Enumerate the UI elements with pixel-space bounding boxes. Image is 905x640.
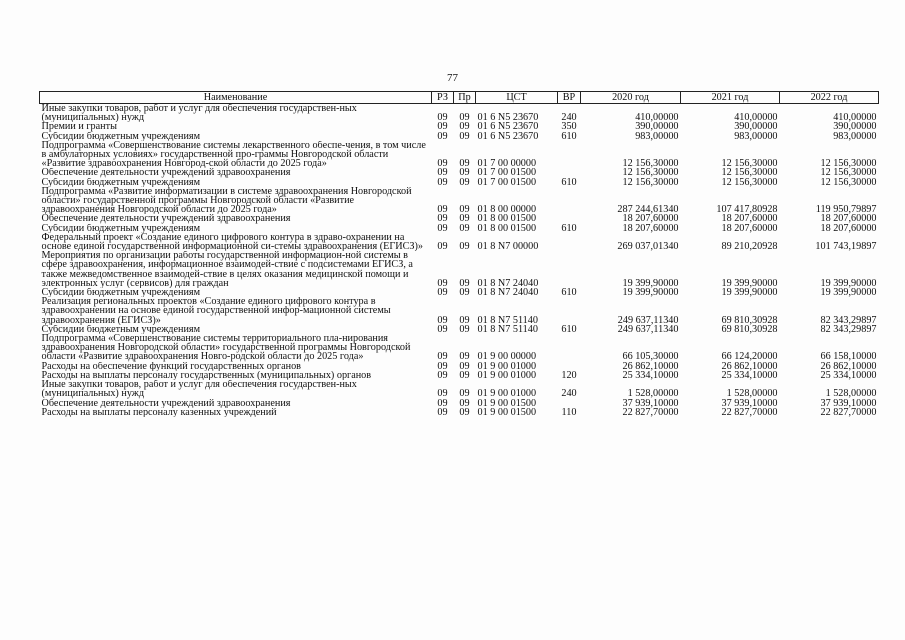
row-name: Федеральный проект «Создание единого цифрового контура в здраво-охранении на основе единой государственной информационной си-стемы здравоохранения (ЕГИСЗ)»	[41, 232, 423, 252]
row-pr: 09	[459, 204, 470, 215]
row-2020: 12 156,30000	[622, 158, 679, 169]
row-pr: 09	[459, 112, 470, 123]
row-pr: 09	[459, 223, 470, 233]
table-row	[40, 325, 879, 334]
row-2022: 12 156,30000	[820, 177, 877, 187]
row-cst: 01 9 00 01500	[477, 407, 537, 417]
row-2022: 390,00000	[833, 122, 877, 132]
row-2021: 390,00000	[734, 122, 778, 132]
row-2022: 37 939,10000	[820, 398, 877, 408]
row-rz: 09	[437, 314, 448, 325]
row-name: Обеспечение деятельности учреждений здравоохранения	[41, 168, 291, 178]
row-cst: 01 8 N7 24040	[477, 288, 539, 298]
row-pr: 09	[459, 314, 470, 325]
row-cst: 01 9 00 00000	[477, 351, 537, 362]
row-2020: 18 207,60000	[622, 223, 679, 233]
row-name: Субсидии бюджетным учреждениям	[41, 131, 201, 141]
row-pr: 09	[459, 214, 470, 224]
row-2020: 287 244,61340	[617, 204, 679, 215]
row-2022: 82 343,29897	[820, 324, 877, 335]
row-pr: 09	[459, 370, 470, 381]
row-cst: 01 8 00 01500	[477, 223, 537, 233]
header-name: Наименование	[40, 92, 432, 104]
row-name: Иные закупки товаров, работ и услуг для обеспечения государствен-ных (муниципальных) нужд	[41, 380, 357, 399]
row-2022: 101 743,19897	[815, 241, 877, 252]
table-row	[40, 362, 879, 371]
row-2021: 18 207,60000	[721, 223, 778, 233]
row-name: Обеспечение деятельности учреждений здравоохранения	[41, 398, 291, 408]
row-2020: 12 156,30000	[622, 177, 679, 187]
row-rz: 09	[437, 241, 448, 252]
table-row	[40, 297, 879, 325]
row-pr: 09	[459, 324, 470, 335]
table-header-row	[40, 92, 879, 104]
row-cst: 01 9 00 01000	[477, 388, 537, 399]
table-row	[40, 334, 879, 362]
header-rz: РЗ	[432, 92, 454, 104]
row-vr: 610	[561, 177, 577, 187]
row-2022: 18 207,60000	[820, 214, 877, 224]
row-cst: 01 9 00 01500	[477, 398, 537, 408]
row-2021: 26 862,10000	[721, 361, 778, 371]
row-pr: 09	[459, 122, 470, 132]
row-2022: 1 528,00000	[825, 388, 877, 399]
table-row	[40, 104, 879, 123]
header-2022: 2022 год	[780, 92, 879, 104]
row-vr: 240	[561, 388, 577, 399]
row-2020: 26 862,10000	[622, 361, 679, 371]
table-row	[40, 168, 879, 177]
row-vr	[558, 187, 581, 215]
row-name: Субсидии бюджетным учреждениям	[41, 324, 201, 335]
row-vr	[558, 168, 581, 177]
row-vr	[558, 399, 581, 408]
row-2022: 19 399,90000	[820, 277, 877, 289]
row-rz: 09	[437, 370, 448, 381]
row-vr: 120	[561, 370, 577, 381]
row-2020: 18 207,60000	[622, 214, 679, 224]
row-2022: 82 343,29897	[820, 314, 877, 325]
row-2021: 37 939,10000	[721, 398, 778, 408]
row-2022: 119 950,79897	[815, 204, 877, 215]
row-2022: 12 156,30000	[820, 158, 877, 169]
row-cst: 01 9 00 01000	[477, 361, 537, 371]
row-2021: 18 207,60000	[721, 214, 778, 224]
row-2022: 26 862,10000	[820, 361, 877, 371]
row-2021: 12 156,30000	[721, 158, 778, 169]
row-2020: 22 827,70000	[622, 407, 679, 417]
row-2020: 249 637,11340	[617, 324, 679, 335]
row-2021: 66 124,20000	[721, 351, 778, 362]
row-pr: 09	[459, 351, 470, 362]
header-2021: 2021 год	[681, 92, 780, 104]
row-2020: 66 105,30000	[622, 351, 679, 362]
row-pr: 09	[459, 407, 470, 417]
row-pr: 09	[459, 288, 470, 298]
row-cst: 01 6 N5 23670	[477, 131, 539, 141]
row-rz: 09	[437, 361, 448, 371]
row-rz: 09	[437, 388, 448, 399]
row-2020: 19 399,90000	[622, 277, 679, 289]
row-pr: 09	[459, 241, 470, 252]
row-rz: 09	[437, 177, 448, 187]
row-rz: 09	[437, 204, 448, 215]
row-name: Расходы на обеспечение функций государственных органов	[41, 361, 301, 371]
row-vr	[558, 233, 581, 251]
row-2021: 12 156,30000	[721, 168, 778, 178]
row-2021: 69 810,30928	[721, 314, 778, 325]
row-2021: 22 827,70000	[721, 407, 778, 417]
row-vr	[558, 251, 581, 288]
row-2021: 410,00000	[734, 112, 778, 123]
row-rz: 09	[437, 407, 448, 417]
table-row	[40, 224, 879, 233]
row-vr: 240	[561, 112, 577, 123]
row-pr: 09	[459, 361, 470, 371]
row-2020: 25 334,10000	[622, 370, 679, 381]
row-2022: 12 156,30000	[820, 168, 877, 178]
row-vr: 610	[561, 288, 577, 298]
row-pr: 09	[459, 168, 470, 178]
row-name: Обеспечение деятельности учреждений здравоохранения	[41, 214, 291, 224]
row-name: Субсидии бюджетным учреждениям	[41, 223, 201, 233]
row-rz: 09	[437, 122, 448, 132]
row-cst: 01 8 00 01500	[477, 214, 537, 224]
page-number: 77	[447, 72, 458, 84]
row-cst: 01 7 00 00000	[477, 158, 537, 169]
row-2021: 89 210,20928	[721, 241, 778, 252]
row-2022: 983,00000	[833, 131, 877, 141]
row-2020: 983,00000	[635, 131, 679, 141]
row-2020: 269 037,01340	[617, 241, 679, 252]
row-vr: 610	[561, 131, 577, 141]
row-pr: 09	[459, 398, 470, 408]
row-rz: 09	[437, 158, 448, 169]
row-name: Подпрограмма «Совершенствование системы лекарственного обеспе-чения, в том числе в амбулаторных условиях» государственной про-граммы Новгородской области «Развитие здравоохранения Новгород-ской области до 2025 года»	[41, 140, 426, 169]
table-row	[40, 408, 879, 417]
row-2020: 249 637,11340	[617, 314, 679, 325]
row-pr: 09	[459, 277, 470, 289]
table-row	[40, 251, 879, 288]
table-row	[40, 141, 879, 169]
row-cst: 01 6 N5 23670	[477, 112, 539, 123]
budget-table	[39, 91, 879, 417]
header-pr: Пр	[454, 92, 476, 104]
table-row	[40, 214, 879, 223]
row-2022: 66 158,10000	[820, 351, 877, 362]
row-rz: 09	[437, 131, 448, 141]
row-2021: 19 399,90000	[721, 277, 778, 289]
row-2020: 410,00000	[635, 112, 679, 123]
row-cst: 01 9 00 01000	[477, 370, 537, 381]
row-2020: 390,00000	[635, 122, 679, 132]
row-vr: 350	[561, 122, 577, 132]
row-pr: 09	[459, 388, 470, 399]
table-row	[40, 399, 879, 408]
row-rz: 09	[437, 288, 448, 298]
row-2022: 25 334,10000	[820, 370, 877, 381]
row-name: Расходы на выплаты персоналу государственных (муниципальных) органов	[41, 370, 372, 381]
header-cst: ЦСТ	[476, 92, 558, 104]
row-2021: 1 528,00000	[726, 388, 778, 399]
row-2022: 410,00000	[833, 112, 877, 123]
row-rz: 09	[437, 214, 448, 224]
row-vr	[558, 334, 581, 362]
row-2021: 25 334,10000	[721, 370, 778, 381]
table-row	[40, 187, 879, 215]
table-row	[40, 371, 879, 380]
row-2020: 19 399,90000	[622, 288, 679, 298]
row-cst: 01 6 N5 23670	[477, 122, 539, 132]
row-name: Премии и гранты	[41, 122, 117, 132]
row-pr: 09	[459, 177, 470, 187]
header-vr: ВР	[558, 92, 581, 104]
row-2022: 19 399,90000	[820, 288, 877, 298]
row-rz: 09	[437, 351, 448, 362]
row-name: Мероприятия по организации работы государственной информацион-ной системы в сфере здравоохранения, информационное взаимодей-ствие с подсистемами ЕГИСЗ, а также межведомственное взаимодей-ствие в целях оказания медицинской помощи и электронных услуг (сервисов) для граждан	[41, 251, 413, 289]
row-rz: 09	[437, 398, 448, 408]
row-name: Подпрограмма «Совершенствование системы территориального пла-нирования здравоохранения Новгородской области» государственной программы Новгородской области «Развитие здравоохранения Новго-родской области до 2025 года»	[41, 334, 411, 362]
row-cst: 01 8 N7 00000	[477, 241, 539, 252]
table-row	[40, 288, 879, 297]
row-2020: 12 156,30000	[622, 168, 679, 178]
row-vr	[558, 297, 581, 325]
table-row	[40, 122, 879, 131]
row-rz: 09	[437, 112, 448, 123]
row-2022: 22 827,70000	[820, 407, 877, 417]
row-name: Субсидии бюджетным учреждениям	[41, 177, 201, 187]
row-2021: 12 156,30000	[721, 177, 778, 187]
row-vr	[558, 141, 581, 169]
table-row	[40, 132, 879, 141]
table-row	[40, 380, 879, 398]
row-cst: 01 8 N7 24040	[477, 277, 539, 289]
row-rz: 09	[437, 168, 448, 178]
row-rz: 09	[437, 223, 448, 233]
row-2020: 37 939,10000	[622, 398, 679, 408]
row-2021: 19 399,90000	[721, 288, 778, 298]
row-vr	[558, 362, 581, 371]
row-name: Иные закупки товаров, работ и услуг для обеспечения государствен-ных (муниципальных) нужд	[41, 103, 357, 123]
row-cst: 01 7 00 01500	[477, 177, 537, 187]
table-row	[40, 178, 879, 187]
row-name: Субсидии бюджетным учреждениям	[41, 288, 201, 298]
row-2020: 1 528,00000	[627, 388, 679, 399]
row-2022: 18 207,60000	[820, 223, 877, 233]
row-pr: 09	[459, 158, 470, 169]
row-vr: 610	[561, 324, 577, 335]
row-rz: 09	[437, 324, 448, 335]
row-2021: 69 810,30928	[721, 324, 778, 335]
row-rz: 09	[437, 277, 448, 289]
row-name: Расходы на выплаты персоналу казенных учреждений	[41, 407, 277, 417]
row-name: Реализация региональных проектов «Создание единого цифрового контура в здравоохранении на основе единой государственной инфор-мационной системы здравоохранения (ЕГИСЗ)»	[41, 297, 391, 325]
row-vr: 110	[561, 407, 577, 417]
row-vr: 610	[561, 223, 577, 233]
row-2021: 107 417,80928	[716, 204, 778, 215]
row-2021: 983,00000	[734, 131, 778, 141]
row-cst: 01 8 00 00000	[477, 204, 537, 215]
table-row	[40, 233, 879, 251]
row-cst: 01 8 N7 51140	[477, 314, 538, 325]
row-vr	[558, 214, 581, 223]
row-pr: 09	[459, 131, 470, 141]
row-cst: 01 7 00 01500	[477, 168, 537, 178]
row-cst: 01 8 N7 51140	[477, 324, 538, 335]
row-name: Подпрограмма «Развитие информатизации в системе здравоохранения Новгородской области» государственной программы Новгородской области «Развитие здравоохранения Новгородской области до 2025 года»	[41, 186, 412, 215]
header-2020: 2020 год	[581, 92, 681, 104]
